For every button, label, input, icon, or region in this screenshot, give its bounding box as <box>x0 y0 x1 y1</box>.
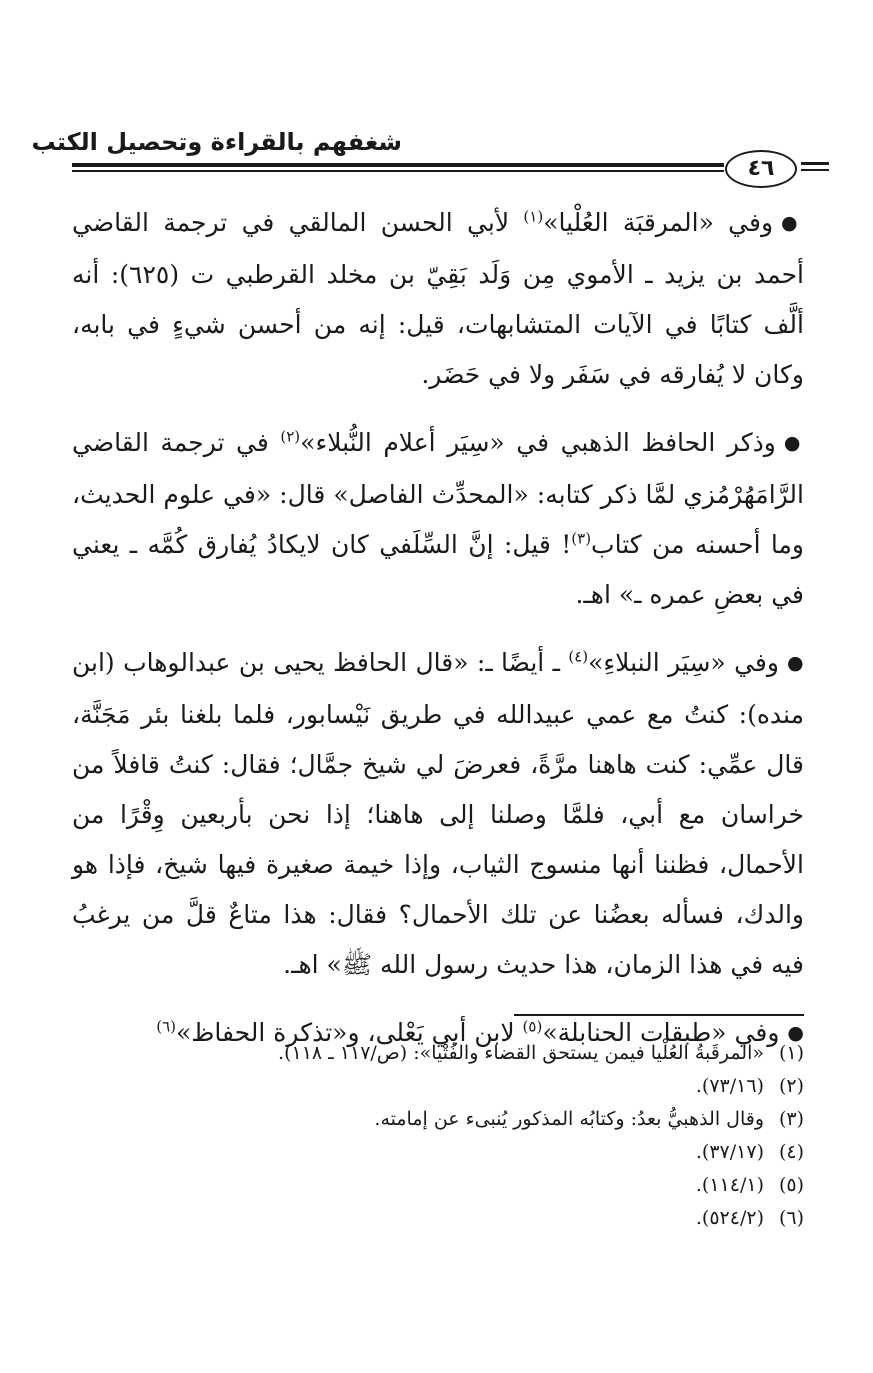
main-text <box>72 198 804 1078</box>
header-dash-right <box>801 162 829 165</box>
footnote-ref[interactable]: (٢) <box>280 427 301 446</box>
footnote-number: (٣) <box>778 1108 804 1130</box>
footnote-text: (١١٤/١). <box>695 1174 764 1196</box>
paragraph-text: وفي «المرقبَة العُلْيا» <box>543 208 774 237</box>
footnote-ref[interactable]: (٤) <box>568 647 589 666</box>
paragraph-2 <box>72 418 804 620</box>
paragraph-3 <box>72 638 804 990</box>
footnotes <box>164 1037 804 1235</box>
header-rule-thick <box>72 163 724 167</box>
header-dash-right-thin <box>801 169 829 171</box>
footnote-item <box>164 1202 804 1235</box>
footnote-text: (٧٣/١٦). <box>695 1075 764 1097</box>
footnote-item <box>164 1169 804 1202</box>
footnote-text: «المرقَبةُ العُلْيا فيمن يستحق القضاء والفُتْيا»: (ص/١١٧ ـ ١١٨). <box>278 1042 764 1064</box>
footnote-text: (٣٧/١٧). <box>695 1141 764 1163</box>
footnote-ref[interactable]: (٣) <box>571 529 592 548</box>
footnote-ref[interactable]: (٥) <box>522 1017 543 1036</box>
page-number: ٤٦ <box>725 150 797 188</box>
paragraph-text: لأبي الحسن المالقي في ترجمة القاضي أحمد بن يزيد ـ الأموي مِن وَلَد بَقِيّ بن مخلد القرطبي ت (٦٢٥): أنه ألَّف كتابًا في الآيات المتشابهات، قيل: إنه من أحسن شيءٍ في بابه، وكان لا يُفارقه في سَفَر ولا في حَضَر. <box>72 208 804 389</box>
footnote-number: (٥) <box>778 1174 804 1196</box>
footnote-text: (٥٢٤/٢). <box>695 1207 764 1229</box>
bullet-icon: ● <box>787 1022 804 1044</box>
paragraph-text: وذكر الحافظ الذهبي في «سِيَر أعلام النُّبلاء» <box>300 428 776 457</box>
paragraph-text: في ترجمة القاضي الرَّامَهُرْمُزي لمَّا ذكر كتابه: «المحدِّث الفاصل» قال: «في علوم الحديث، وما أحسنه من كتاب <box>72 428 804 559</box>
paragraph-text: ! قيل: إنَّ السِّلَفي كان لايكادُ يُفارق كُمَّه ـ يعني في بعضِ عمره ـ» اهـ. <box>72 530 804 609</box>
paragraph-text: وفي «سِيَر النبلاءِ» <box>588 648 779 677</box>
bullet-icon: ● <box>783 432 804 454</box>
footnote-number: (٢) <box>778 1075 804 1097</box>
footnote-number: (٤) <box>778 1141 804 1163</box>
footnote-number: (٦) <box>778 1207 804 1229</box>
footnote-item <box>164 1136 804 1169</box>
bullet-icon: ● <box>786 652 804 674</box>
running-title: شغفهم بالقراءة وتحصيل الكتب <box>31 128 402 156</box>
footnote-item <box>164 1070 804 1103</box>
footnote-number: (١) <box>778 1042 804 1064</box>
footnote-ref[interactable]: (٦) <box>156 1017 176 1036</box>
footnote-item <box>164 1103 804 1136</box>
footnote-separator <box>514 1014 804 1016</box>
paragraph-1 <box>72 198 804 400</box>
footnote-ref[interactable]: (١) <box>523 207 544 226</box>
header-rule-thin <box>72 170 724 172</box>
paragraph-text: لابن أبي يَعْلى، و«تذكرة الحفاظ» <box>175 1018 523 1047</box>
bullet-icon: ● <box>781 212 804 234</box>
paragraph-text: وفي «طبقات الحنابلة» <box>542 1018 780 1047</box>
footnote-item <box>164 1037 804 1070</box>
paragraph-text: ـ أيضًا ـ: «قال الحافظ يحيى بن عبدالوهاب (ابن منده): كنتُ مع عمي عبيدالله في طريق نَيْسابور، فلما بلغنا بئر مَجَنَّة، قال عمِّي: كنت هاهنا مرَّةً، فعرضَ لي شيخ جمَّال؛ فقال: كنتُ قافلاً من خراسان مع أبي، فلمَّا وصلنا إلى هاهنا؛ إذا نحن بأربعين وِقْرًا من الأحمال، فظننا أنها منسوج الثياب، وإذا خيمة صغيرة فيها شيخ، فإذا هو والدك، فسأله بعضُنا عن تلك الأحمال؟ فقال: هذا متاعٌ قلَّ من يرغبُ فيه في هذا الزمان، هذا حديث رسول الله ﷺ» اهـ. <box>72 648 804 979</box>
footnote-text: وقال الذهبيُّ بعدُ: وكتابُه المذكور يُنبىء عن إمامته. <box>374 1108 764 1130</box>
